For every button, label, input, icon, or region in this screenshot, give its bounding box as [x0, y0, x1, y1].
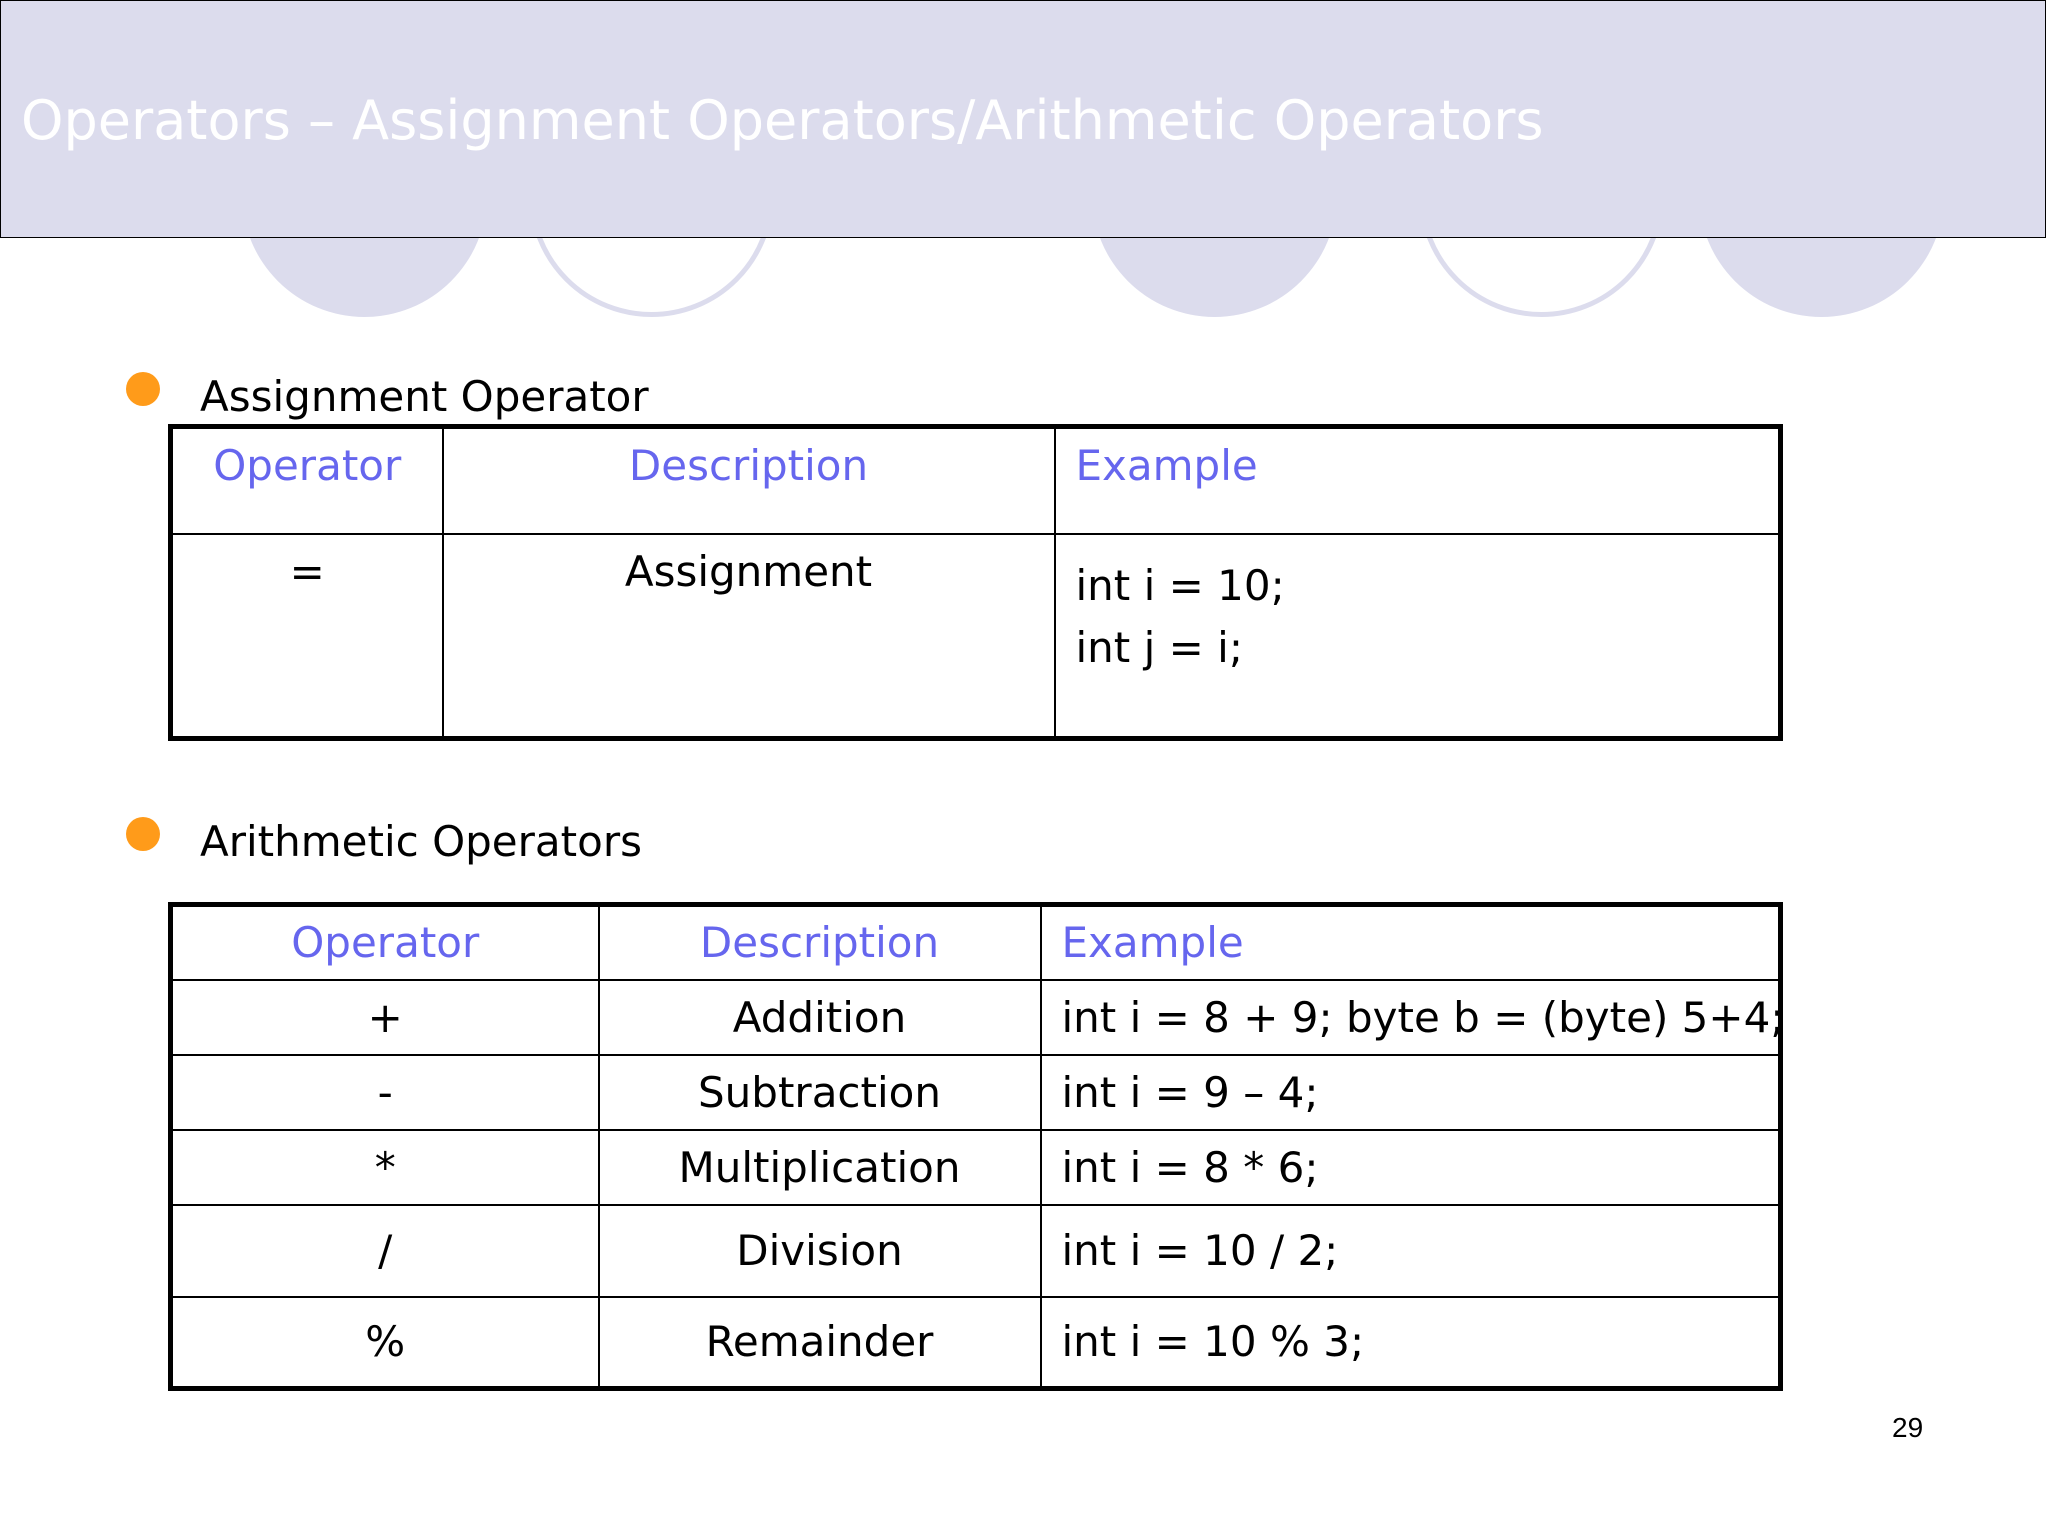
assignment-section-label: Assignment Operator	[200, 372, 649, 421]
description-cell: Division	[599, 1205, 1041, 1297]
operator-cell: -	[171, 1055, 599, 1130]
column-header-operator: Operator	[171, 905, 599, 980]
table-header-row	[171, 905, 1781, 980]
example-cell: int i = 10 / 2;	[1041, 1205, 1781, 1297]
bullet-icon	[126, 817, 160, 851]
slide-header	[0, 0, 2046, 238]
operator-cell: /	[171, 1205, 599, 1297]
description-cell: Multiplication	[599, 1130, 1041, 1205]
column-header-example: Example	[1055, 427, 1781, 534]
assignment-operator-table	[168, 424, 1783, 741]
column-header-description: Description	[443, 427, 1055, 534]
bullet-icon	[126, 372, 160, 406]
example-cell: int i = 8 * 6;	[1041, 1130, 1781, 1205]
operator-cell: +	[171, 980, 599, 1055]
table-header-row	[171, 427, 1781, 534]
table-row	[171, 1130, 1781, 1205]
operator-cell: %	[171, 1297, 599, 1389]
example-line: int j = i;	[1075, 622, 1243, 672]
table-row	[171, 1055, 1781, 1130]
example-cell: int i = 10 % 3;	[1041, 1297, 1781, 1389]
table-row	[171, 1205, 1781, 1297]
table-row	[171, 980, 1781, 1055]
column-header-example: Example	[1041, 905, 1781, 980]
description-cell: Subtraction	[599, 1055, 1041, 1130]
page-number: 29	[1892, 1412, 1924, 1443]
column-header-operator: Operator	[171, 427, 443, 534]
operator-cell: *	[171, 1130, 599, 1205]
example-line: int i = 10;	[1075, 560, 1285, 610]
description-cell: Addition	[599, 980, 1041, 1055]
slide-title: Operators – Assignment Operators/Arithmetic Operators	[21, 89, 1544, 152]
description-cell: Remainder	[599, 1297, 1041, 1389]
example-cell: int i = 8 + 9; byte b = (byte) 5+4;	[1041, 980, 1781, 1055]
column-header-description: Description	[599, 905, 1041, 980]
table-row	[171, 1297, 1781, 1389]
arithmetic-section-label: Arithmetic Operators	[200, 817, 642, 866]
example-cell: int i = 9 – 4;	[1041, 1055, 1781, 1130]
example-cell	[1055, 534, 1781, 739]
operator-cell: =	[171, 534, 443, 739]
description-cell: Assignment	[443, 534, 1055, 739]
arithmetic-operator-table	[168, 902, 1783, 1391]
table-row	[171, 534, 1781, 739]
